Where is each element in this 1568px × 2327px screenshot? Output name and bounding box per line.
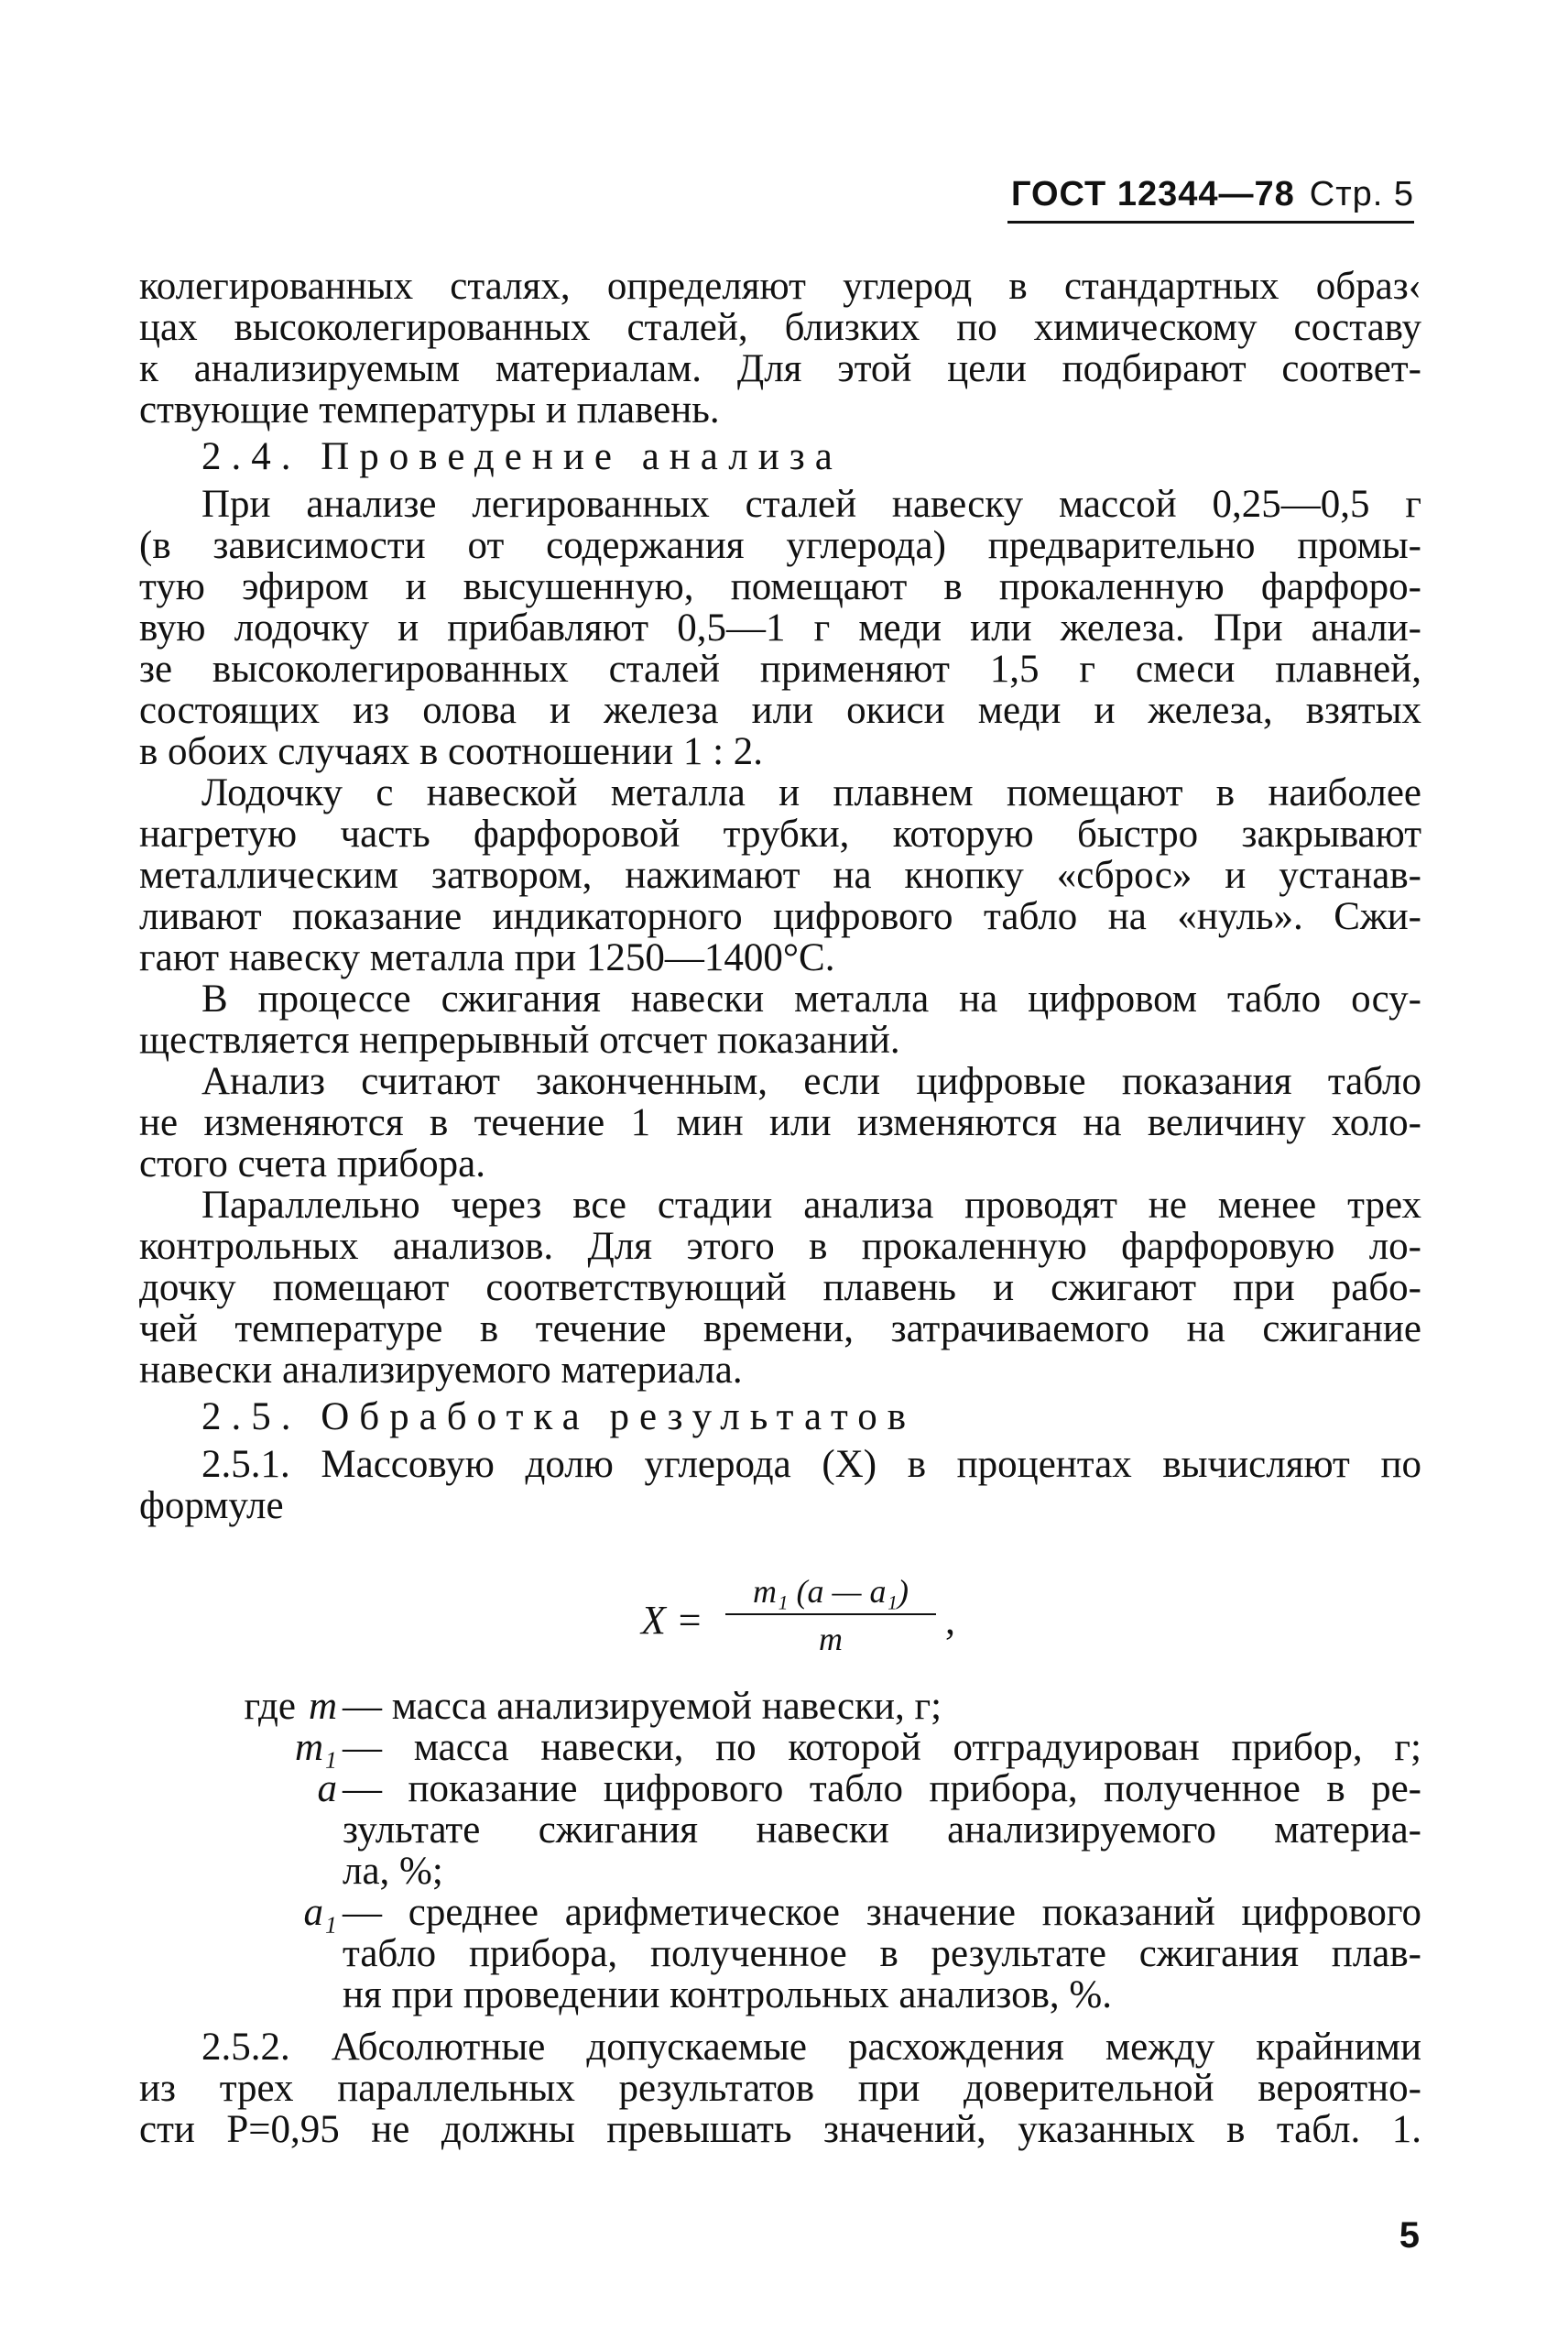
formula-lhs: X = xyxy=(641,1598,703,1643)
paragraph-line: При анализе легированных сталей навеску массой 0,25—0,5 г xyxy=(201,483,1421,526)
definition-term xyxy=(154,1768,337,1892)
definition-line: — масса анализируемой навески, г; xyxy=(343,1685,942,1728)
definition-line: зультате сжигания навески анализируемого материа- xyxy=(343,1808,1421,1852)
formula-numerator: m₁ (a — a₁) xyxy=(752,1573,909,1610)
paragraph-line: из трех параллельных результатов при доверительной вероятно- xyxy=(139,2067,1421,2110)
paragraph-line: ществляется непрерывный отсчет показаний. xyxy=(139,1019,900,1062)
paragraph-line: зе высоколегированных сталей применяют 1,5 г смеси плавней, xyxy=(139,648,1421,691)
definition-item xyxy=(154,1727,1421,1768)
where-word: где xyxy=(244,1685,296,1728)
definition-line: — показание цифрового табло прибора, полученное в ре- xyxy=(343,1767,1421,1810)
formula-denominator: m xyxy=(819,1621,843,1657)
paragraph-line: дочку помещают соответствующий плавень и сжигают при рабо- xyxy=(139,1266,1421,1309)
definition-line: ня при проведении контрольных анализов, %. xyxy=(343,1973,1112,2016)
definition-text xyxy=(337,1892,1421,2016)
paragraph-2-5-2 xyxy=(139,2027,1421,2150)
paragraph-line: Анализ считают законченным, если цифровые показания табло xyxy=(201,1060,1421,1103)
term-symbol: a₁ xyxy=(303,1891,337,1934)
paragraph-line: навески анализируемого материала. xyxy=(139,1349,743,1392)
paragraph-line: 2.5.1. Массовую долю углерода (X) в процентах вычисляют по xyxy=(201,1443,1421,1486)
definition-line: ла, %; xyxy=(343,1850,443,1893)
definition-line: табло прибора, полученное в результате сжигания плав- xyxy=(343,1932,1421,1975)
paragraph-line: контрольных анализов. Для этого в прокаленную фарфоровую ло- xyxy=(139,1225,1421,1268)
section-title: Проведение анализа xyxy=(321,435,843,478)
intro-line: к анализируемым материалам. Для этой цели подбирают соответ- xyxy=(139,347,1421,390)
formula-trail: , xyxy=(945,1598,955,1643)
definitions-list xyxy=(139,1685,1421,2151)
fraction-bar xyxy=(725,1613,936,1615)
paragraph-line: ливают показание индикаторного цифрового табло на «нуль». Сжи- xyxy=(139,895,1421,938)
document-body xyxy=(139,266,1421,1526)
paragraph-line: нагретую часть фарфоровой трубки, которую быстро закрывают xyxy=(139,813,1421,856)
paragraph-line: металлическим затвором, нажимают на кнопку «сброс» и устанав- xyxy=(139,854,1421,897)
definition-term xyxy=(154,1892,337,2016)
definition-text xyxy=(337,1727,1421,1768)
term-symbol: m₁ xyxy=(294,1726,337,1769)
page-header xyxy=(1007,172,1414,224)
section-2-4-heading xyxy=(139,431,1421,484)
paragraph-line: сти P=0,95 не должны превышать значений, указанных в табл. 1. xyxy=(139,2108,1421,2151)
definition-item xyxy=(154,1892,1421,2016)
definition-term xyxy=(154,1727,337,1768)
section-number: 2.5. xyxy=(201,1395,301,1438)
definition-line: — среднее арифметическое значение показаний цифрового xyxy=(343,1891,1421,1934)
definition-item xyxy=(154,1768,1421,1892)
paragraph-line: Лодочку с навеской металла и плавнем помещают в наиболее xyxy=(201,771,1421,814)
carbon-formula xyxy=(641,1571,1007,1672)
definition-item xyxy=(154,1686,1421,1727)
formula-fraction xyxy=(725,1571,936,1659)
header-standard: ГОСТ 12344—78 xyxy=(1010,175,1295,213)
paragraph-line: чей температуре в течение времени, затрачиваемого на сжигание xyxy=(139,1307,1421,1350)
intro-line: ствующие температуры и плавень. xyxy=(139,388,720,432)
paragraph-line: формуле xyxy=(139,1484,284,1527)
paragraph-line: гают навеску металла при 1250—1400°C. xyxy=(139,936,835,979)
term-symbol: a xyxy=(317,1767,337,1810)
paragraph-line: В процессе сжигания навески металла на цифровом табло осу- xyxy=(201,978,1421,1021)
term-symbol: m xyxy=(308,1685,337,1728)
paragraph-line: (в зависимости от содержания углерода) предварительно промы- xyxy=(139,524,1421,567)
definition-text xyxy=(337,1768,1421,1892)
paragraph-line: 2.5.2. Абсолютные допускаемые расхождения между крайними xyxy=(201,2026,1421,2069)
paragraph-line: Параллельно через все стадии анализа проводят не менее трех xyxy=(201,1184,1421,1227)
definition-line: — масса навески, по которой отградуирован прибор, г; xyxy=(343,1726,1421,1769)
paragraph-line: тую эфиром и высушенную, помещают в прокаленную фарфоро- xyxy=(139,565,1421,608)
section-title: Обработка результатов xyxy=(321,1395,916,1438)
paragraph-line: не изменяются в течение 1 мин или изменяются на величину холо- xyxy=(139,1101,1421,1144)
header-page-label: Стр. 5 xyxy=(1309,175,1414,213)
paragraph-line: стого счета прибора. xyxy=(139,1142,485,1185)
definition-term xyxy=(154,1686,337,1727)
intro-line: цах высоколегированных сталей, близких по химическому составу xyxy=(139,306,1421,349)
page-number: 5 xyxy=(1399,2215,1420,2256)
intro-line: колегированных сталях, определяют углерод в стандартных образ‹ xyxy=(139,265,1421,308)
section-2-5-heading xyxy=(139,1391,1421,1444)
paragraph-line: состоящих из олова и железа или окиси меди и железа, взятых xyxy=(139,689,1421,732)
section-number: 2.4. xyxy=(201,435,301,478)
definition-text xyxy=(337,1686,1421,1727)
paragraph-line: в обоих случаях в соотношении 1 : 2. xyxy=(139,730,764,773)
paragraph-line: вую лодочку и прибавляют 0,5—1 г меди или железа. При анали- xyxy=(139,606,1421,650)
